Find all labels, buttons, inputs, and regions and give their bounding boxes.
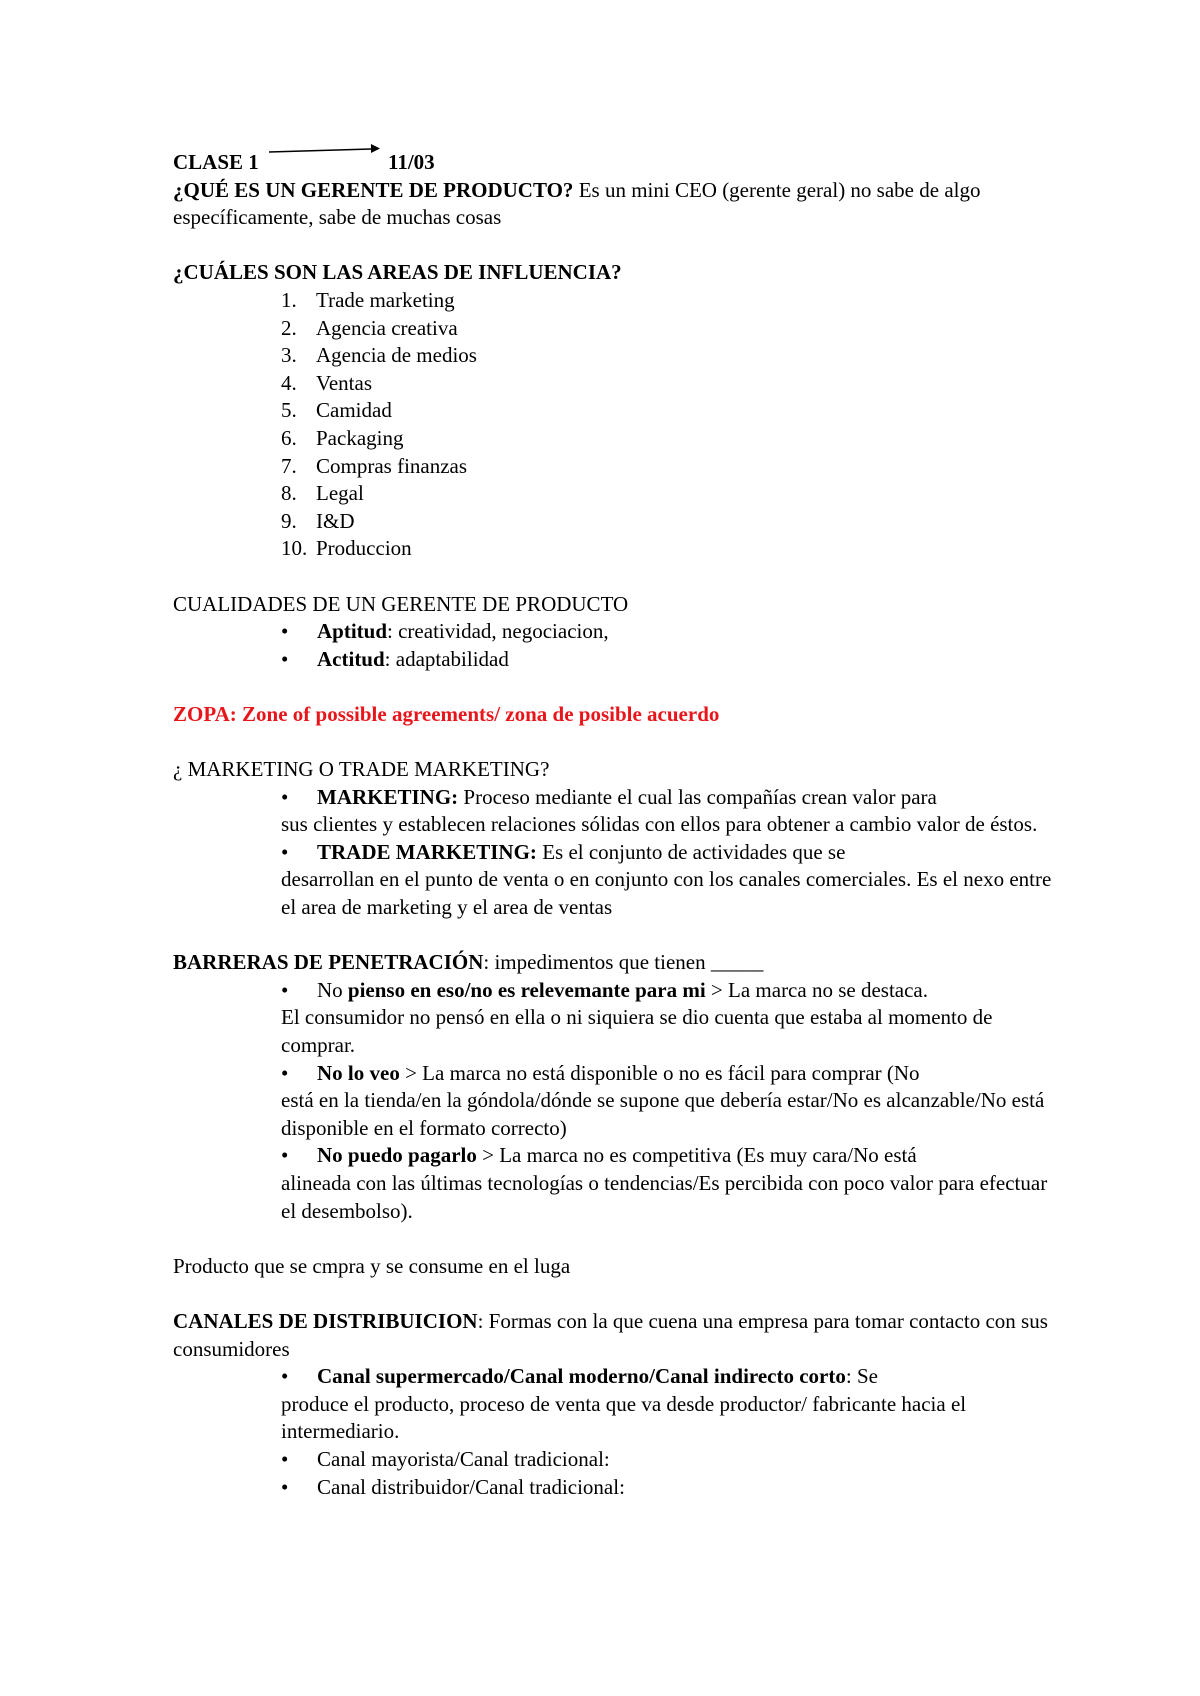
list-item — [173, 1446, 1053, 1474]
list-item — [173, 839, 1053, 867]
list-item — [173, 342, 1053, 370]
list-number: 5. — [281, 398, 297, 423]
list-number: 7. — [281, 453, 297, 478]
list-number: 1. — [281, 287, 297, 312]
list-item-label: Legal — [316, 481, 364, 506]
cualidades-list — [173, 618, 1053, 673]
barreras-title: BARRERAS DE PENETRACIÓN — [173, 950, 484, 975]
item-text: : Se — [845, 1364, 878, 1389]
areas-title: ¿CUÁLES SON LAS AREAS DE INFLUENCIA? — [173, 260, 622, 285]
list-item — [173, 425, 1053, 453]
item-term: MARKETING: — [317, 784, 459, 809]
list-number: 2. — [281, 315, 297, 340]
canales-heading — [173, 1308, 1053, 1363]
bullet-icon: • — [281, 784, 289, 809]
list-number: 8. — [281, 481, 297, 506]
marketing-list — [173, 784, 1053, 922]
list-item — [173, 1363, 1053, 1391]
bullet-icon: • — [281, 1364, 289, 1389]
list-item — [173, 315, 1053, 343]
list-item-label: Agencia creativa — [316, 315, 458, 340]
list-number: 9. — [281, 508, 297, 533]
list-item — [173, 977, 1053, 1005]
bullet-icon: • — [281, 1446, 289, 1471]
list-item-continuation — [173, 811, 1053, 839]
list-item — [173, 1060, 1053, 1088]
canales-list — [173, 1363, 1053, 1501]
item-text: Es el conjunto de actividades que se — [536, 839, 846, 864]
canales-subtitle: : Formas con la que cuena una empresa para tomar contacto con sus consumidores — [173, 1308, 1048, 1361]
bullet-icon: • — [281, 1474, 289, 1499]
list-item-continuation — [173, 866, 1053, 921]
list-item-label: Camidad — [316, 398, 392, 423]
list-item — [173, 480, 1053, 508]
barreras-list — [173, 977, 1053, 1225]
list-item — [173, 453, 1053, 481]
list-item — [173, 370, 1053, 398]
list-number: 4. — [281, 370, 297, 395]
item-text: El consumidor no pensó en ella o ni siquiera se dio cuenta que estaba al momento de comprar. — [281, 1005, 993, 1057]
intro-answer: Es un mini CEO (gerente geral) no sabe de algo específicamente, sabe de muchas cosas — [173, 177, 981, 230]
item-text: > La marca no es competitiva (Es muy cara/No está — [476, 1143, 917, 1168]
list-item-label: I&D — [316, 508, 355, 533]
item-term: No puedo pagarlo — [317, 1143, 477, 1168]
list-item-label: Produccion — [316, 536, 412, 561]
list-item — [173, 397, 1053, 425]
list-item-continuation — [173, 1170, 1053, 1225]
bullet-icon: • — [281, 839, 289, 864]
barreras-heading — [173, 949, 1053, 977]
item-text: Canal distribuidor/Canal tradicional: — [317, 1474, 625, 1499]
list-number: 10. — [281, 536, 308, 561]
bullet-icon: • — [281, 1060, 289, 1085]
item-text: Proceso mediante el cual las compañías crean valor para — [458, 784, 937, 809]
item-text: produce el producto, proceso de venta que va desde productor/ fabricante hacia el intermediario. — [281, 1391, 967, 1444]
list-number: 6. — [281, 425, 297, 450]
list-item — [173, 287, 1053, 315]
item-term: pienso en eso/no es relevemante para mi — [347, 977, 706, 1002]
list-item-label: Ventas — [316, 370, 372, 395]
canales-title: CANALES DE DISTRIBUICION — [173, 1308, 478, 1333]
list-item-continuation — [173, 1391, 1053, 1446]
list-item — [173, 1142, 1053, 1170]
bullet-icon: • — [281, 977, 289, 1002]
item-text: > La marca no se destaca. — [705, 977, 928, 1002]
zopa-definition: ZOPA: Zone of possible agreements/ zona de posible acuerdo — [173, 701, 720, 726]
list-item-continuation — [173, 1004, 1053, 1059]
list-item — [173, 1474, 1053, 1502]
list-item-label: Packaging — [316, 425, 404, 450]
class-label: CLASE 1 — [173, 150, 259, 174]
item-term: Actitud — [317, 646, 385, 671]
list-item — [173, 784, 1053, 812]
list-item-continuation — [173, 1087, 1053, 1142]
producto-line: Producto que se cmpra y se consume en el luga — [173, 1253, 571, 1278]
areas-list — [173, 287, 1053, 563]
cualidades-title: CUALIDADES DE UN GERENTE DE PRODUCTO — [173, 591, 629, 616]
item-prefix: No — [317, 977, 348, 1002]
bullet-icon: • — [281, 1143, 289, 1168]
document-page — [173, 149, 1053, 1501]
bullet-icon: • — [281, 646, 289, 671]
item-text: > La marca no está disponible o no es fácil para comprar (No — [399, 1060, 920, 1085]
intro-paragraph — [173, 177, 1053, 232]
item-text: : creatividad, negociacion, — [387, 619, 609, 644]
item-text: está en la tienda/en la góndola/dónde se supone que debería estar/No es alcanzable/No está disponible en el formato correcto) — [281, 1088, 1045, 1140]
list-item — [173, 508, 1053, 536]
item-term: TRADE MARKETING: — [317, 839, 537, 864]
bullet-icon: • — [281, 619, 289, 644]
list-item-label: Agencia de medios — [316, 343, 477, 368]
item-text: Canal mayorista/Canal tradicional: — [317, 1446, 610, 1471]
item-text: : adaptabilidad — [384, 646, 509, 671]
item-text: sus clientes y establecen relaciones sólidas con ellos para obtener a cambio valor de éstos. — [281, 812, 1038, 837]
class-header — [173, 149, 1053, 177]
item-text: alineada con las últimas tecnologías o tendencias/Es percibida con poco valor para efectuar el desembolso). — [281, 1170, 1048, 1223]
item-term: Canal supermercado/Canal moderno/Canal indirecto corto — [317, 1364, 846, 1389]
item-term: No lo veo — [317, 1060, 400, 1085]
item-text: desarrollan en el punto de venta o en conjunto con los canales comerciales. Es el nexo entre el area de marketing y el area de ventas — [281, 867, 1052, 920]
intro-question: ¿QUÉ ES UN GERENTE DE PRODUCTO? — [173, 177, 574, 202]
list-item — [173, 618, 1053, 646]
barreras-subtitle: : impedimentos que tienen _____ — [483, 950, 764, 975]
marketing-title: ¿ MARKETING O TRADE MARKETING? — [173, 757, 550, 782]
list-item-label: Compras finanzas — [316, 453, 468, 478]
class-date: 11/03 — [388, 150, 435, 174]
arrow-right-icon — [267, 143, 381, 159]
list-item-label: Trade marketing — [316, 287, 455, 312]
list-item — [173, 535, 1053, 563]
list-number: 3. — [281, 343, 297, 368]
list-item — [173, 646, 1053, 674]
item-term: Aptitud — [317, 619, 388, 644]
